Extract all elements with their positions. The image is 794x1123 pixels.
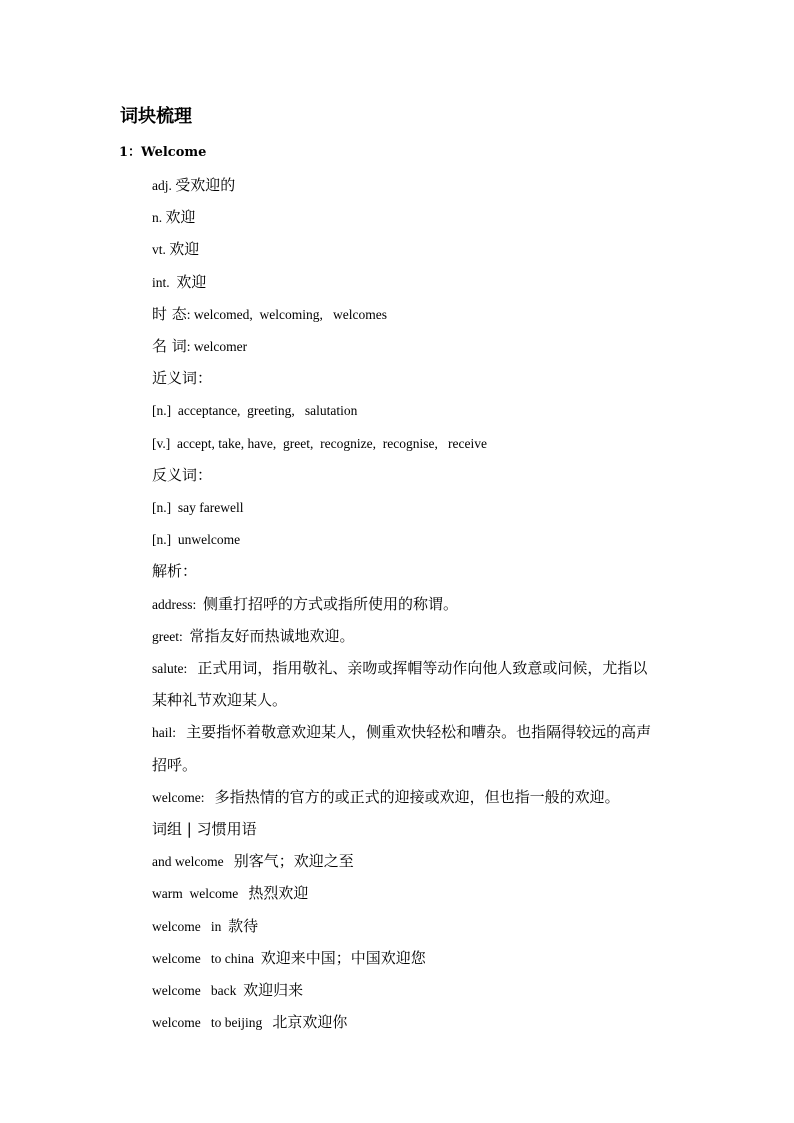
line-en: address: [152,596,203,612]
line-zh: 多指热情的官方的或正式的迎接或欢迎，但也指一般的欢迎。 [214,787,620,806]
line-zh: 近义词： [152,369,213,388]
entry-lines [152,170,692,1039]
phrase-line [152,911,692,943]
line-en: welcome back [152,983,244,999]
section-heading: 1：Welcome [119,145,207,160]
antonym-line [152,492,692,524]
line-en: warm welcome [152,886,249,902]
analysis-heading [152,556,692,588]
line-zh: 北京欢迎你 [272,1013,348,1032]
analysis-line [152,685,692,717]
line-zh: 主要指怀着敬意欢迎某人，侧重欢快轻松和嘈杂。也指隔得较远的高声 [186,723,652,742]
definition-line [152,170,692,202]
synonym-line [152,395,692,427]
line-en: adj. [152,178,176,193]
line-en: welcome to china [152,950,261,966]
synonym-line [152,428,692,460]
line-zh: 某种礼节欢迎某人。 [152,691,288,710]
line-zh: 词组 | 习惯用语 [152,820,257,839]
definition-line [152,202,692,234]
line-en: and welcome [152,854,234,870]
line-en: [n.] say farewell [152,500,244,516]
forms-line [152,299,692,331]
line-en: [v.] accept, take, have, greet, recognize, recognise, receive [152,435,487,451]
line-zh: 欢迎来中国；中国欢迎您 [260,948,426,967]
antonyms-heading [152,460,692,492]
analysis-line [152,717,692,749]
antonym-line [152,524,692,556]
line-zh: 款待 [228,916,259,935]
line-en: vt. [152,242,170,258]
line-en: : welcomer [186,339,248,355]
definition-line [152,234,692,266]
synonyms-heading [152,363,692,395]
line-zh: 侧重打招呼的方式或指所使用的称谓。 [203,594,459,613]
line-en: greet: [152,628,190,644]
phrase-line [152,878,692,910]
line-zh: 正式用词，指用敬礼、亲吻或挥帽等动作向他人致意或问候，尤指以 [197,659,648,678]
line-en: salute: [152,661,198,677]
noun-line [152,331,692,363]
line-en: welcome: [152,789,215,805]
line-zh: 欢迎 [169,240,200,259]
line-zh: 别客气；欢迎之至 [233,852,354,871]
line-en: welcome in [152,918,229,934]
line-zh: 热烈欢迎 [248,884,309,903]
line-en: [n.] unwelcome [152,532,241,548]
phrase-line [152,975,692,1007]
line-zh: 解析： [152,562,198,581]
line-zh: 招呼。 [152,755,198,774]
page-title: 词块梳理 [120,106,192,127]
analysis-line [152,750,692,782]
analysis-line [152,782,692,814]
line-en: welcome to beijing [152,1015,273,1031]
phrases-heading [152,814,692,846]
line-zh: 常指友好而热诚地欢迎。 [189,626,355,645]
definition-line [152,267,692,299]
line-zh: 反义词： [152,465,213,484]
line-en: : welcomed, welcoming, welcomes [186,306,387,322]
phrase-line [152,1007,692,1039]
analysis-line [152,653,692,685]
line-en: hail: [152,725,187,741]
line-zh: 欢迎 [165,208,196,227]
phrase-line [152,943,692,975]
line-zh: 受欢迎的 [175,176,236,194]
line-zh: 欢迎 [176,272,207,291]
line-zh: 欢迎归来 [243,981,304,1000]
line-zh: 时 态 [152,304,187,323]
line-zh: 名 词 [152,337,187,356]
analysis-line [152,621,692,653]
analysis-line [152,589,692,621]
line-en: n. [152,210,166,226]
phrase-line [152,846,692,878]
line-en: int. [152,274,177,290]
line-en: [n.] acceptance, greeting, salutation [152,403,358,419]
